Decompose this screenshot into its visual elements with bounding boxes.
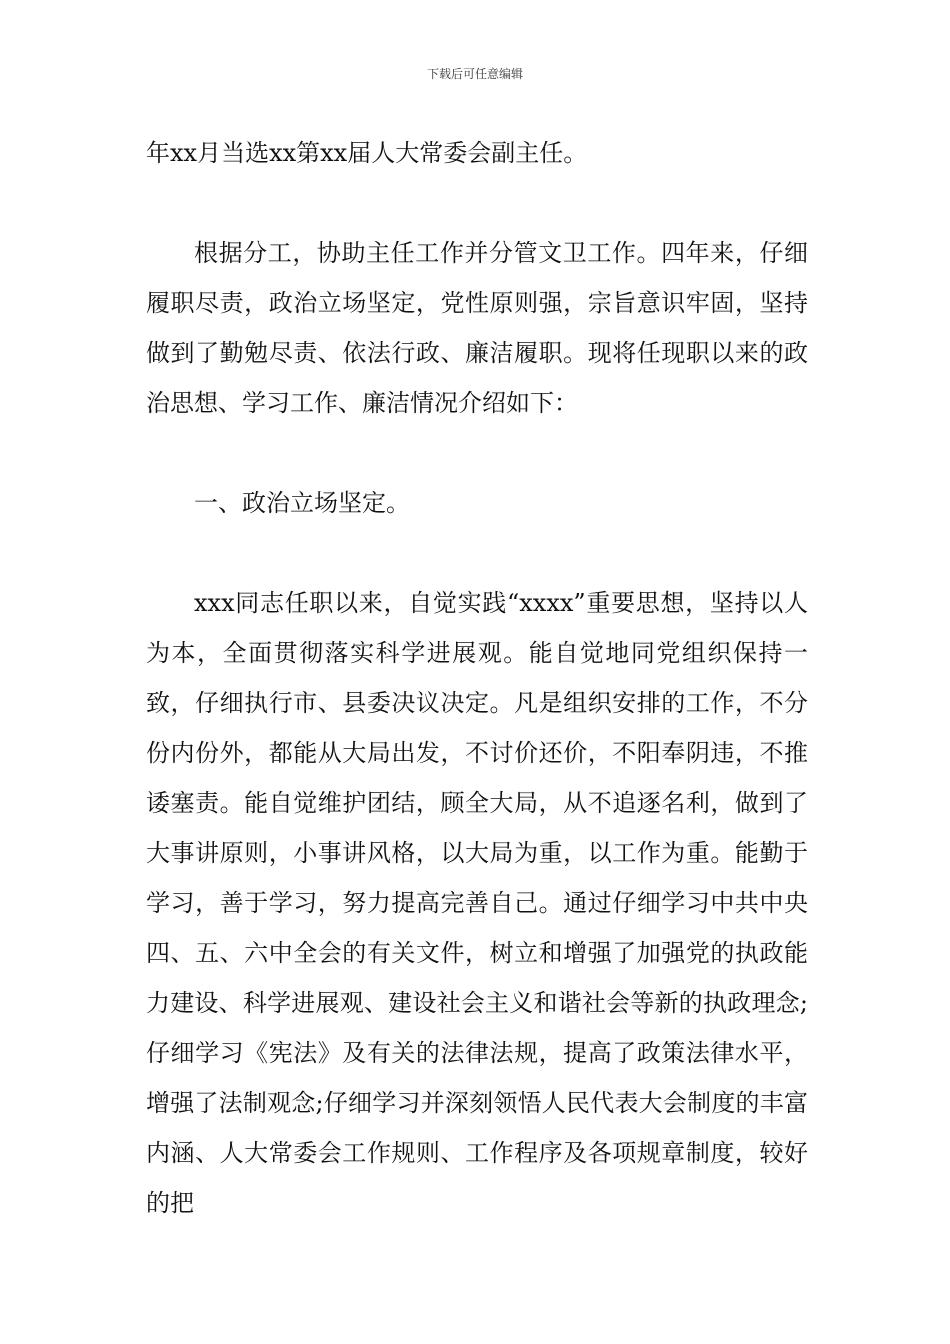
document-body <box>146 128 808 1228</box>
paragraph-gap <box>146 428 808 478</box>
paragraph-gap <box>146 178 808 228</box>
paragraph-intro: 根据分工，协助主任工作并分管文卫工作。四年来，仔细履职尽责，政治立场坚定，党性原则强，宗旨意识牢固，坚持做到了勤勉尽责、依法行政、廉洁履职。现将任现职以来的政治思想、学习工作、廉洁情况介绍如下： <box>146 239 808 417</box>
paragraph-continuation: 年xx月当选xx第xx届人大常委会副主任。 <box>146 139 588 167</box>
paragraph-political-stance: xxx同志任职以来，自觉实践“xxxx”重要思想，坚持以人为本，全面贯彻落实科学进展观。能自觉地同党组织保持一致，仔细执行市、县委决议决定。凡是组织安排的工作，不分份内份外，都能从大局出发，不讨价还价，不阳奉阴违，不推诿塞责。能自觉维护团结，顾全大局，从不追逐名利，做到了大事讲原则，小事讲风格，以大局为重，以工作为重。能勤于学习，善于学习，努力提高完善自己。通过仔细学习中共中央四、五、六中全会的有关文件，树立和增强了加强党的执政能力建设、科学进展观、建设社会主义和谐社会等新的执政理念;仔细学习《宪法》及有关的法律法规，提高了政策法律水平，增强了法制观念;仔细学习并深刻领悟人民代表大会制度的丰富内涵、人大常委会工作规则、工作程序及各项规章制度，较好的把 <box>146 589 808 1217</box>
paragraph-gap <box>146 528 808 578</box>
section-heading: 一、政治立场坚定。 <box>194 489 410 517</box>
page-header: 下载后可任意编辑 <box>426 67 523 81</box>
